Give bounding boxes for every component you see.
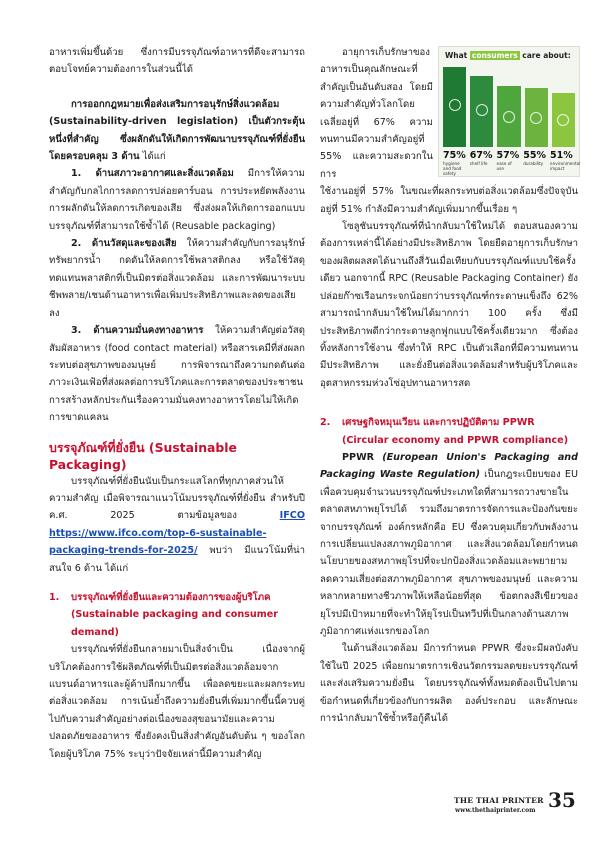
infographic-percent: 75% — [443, 150, 466, 161]
infographic-label: environmental impact — [550, 161, 581, 171]
infographic-value — [497, 151, 520, 176]
consumer-demand-paragraph: บรรจุภัณฑ์ที่ยั่งยืนกลายมาเป็นสิ่งจำเป็น เนื่องจากผู้บริโภคต้องการใช้ผลิตภัณฑ์ที่เป็นมิตรต่อสิ่งแวดล้อมจากแบรนด์อาหารและผู้ค้าปลีกมากขึ้น เพื่อลดขยะและผลกระทบต่อสิ่งแวดล้อม การเน้นย้ำถึงความยั่งยืนที่เพิ่มมากขึ้นนี้ควบคู่ไปกับความสำคัญอย่างต่อเนื่องของสุขอนามัยและความปลอดภัยของอาหาร ซึ่งยังคงเป็นสิ่งสำคัญอันดับต้น ๆ ของโลก โดยผู้บริโภค 75% ระบุว่าปัจจัยเหล่านี้มีความสำคัญ — [49, 644, 305, 760]
item-2-text: ให้ความสำคัญกับการอนุรักษ์ทรัพยากรน้ำ กดดันให้ลดการใช้พลาสติกลง หรือใช้วัสดุทดแทนพลาสติกที่เป็นมิตรต่อสิ่งแวดล้อม และการพัฒนาระบบชีพพลาย/เชนด้านอาหารเพื่อเพิ่มประสิทธิภาพและลดของเสียลง — [49, 238, 305, 319]
subheading-1 — [49, 589, 305, 641]
ease-of-use-icon — [503, 111, 515, 123]
hygiene-icon — [449, 99, 461, 111]
infographic-bar-column — [525, 67, 548, 147]
item-3 — [49, 322, 305, 426]
ifco-link[interactable]: IFCO https://www.ifco.com/top-6-sustainable-packaging-trends-for-2025/ — [49, 510, 305, 557]
rpc-paragraph: โซลูชันบรรจุภัณฑ์ที่นำกลับมาใช้ใหม่ได้ ตอบสนองความต้องการเหล่านี้ได้อย่างมีประสิทธิภาพ โดยยืดอายุการเก็บรักษาของผลิตผลสดได้นานถึงสี่วันเมื่อเทียบกับบรรจุภัณฑ์แบบใช้ครั้งเดียว นอกจากนี้ RPC (Reusable Packaging Container) ยังปล่อยก๊าซเรือนกระจกน้อยกว่าบรรจุภัณฑ์กระดาษแข็งถึง 62% สามารถนำกลับมาใช้ใหม่ได้มากกว่า 100 ครั้ง ซึ่งมีประสิทธิภาพดีกว่ากระดาษลูกฟูกแบบใช้ครั้งเดียวมาก ซึ่งต้องทิ้งหลังการใช้งาน ซึ่งทำให้ RPC เป็นตัวเลือกที่มีความทนทาน มีประสิทธิภาพ และยั่งยืนต่อสิ่งแวดล้อมสำหรับผู้บริโภคและอุตสาหกรรมห่วงโซ่อุปทานอาหารสด — [320, 221, 578, 389]
infographic-bar-column — [552, 67, 575, 147]
trends-text-b: พบว่า มีแนวโน้มที่น่าสนใจ 6 ด้าน ได้แก่ — [49, 545, 305, 574]
infographic-label: ease of use — [496, 161, 512, 171]
legislation-bold: การออกกฎหมายเพื่อส่งเสริมการอนุรักษ์สิ่งแวดล้อม (Sustainability-driven legislation) เป็นตัวกระตุ้นหนึ่งที่สำคัญ ซึ่งผลักดันให้เกิดการพัฒนาบรรจุภัณฑ์ที่ยั่งยืน โดยครอบคลุม 3 ด้าน — [49, 98, 305, 163]
subheading-2 — [320, 414, 578, 449]
item-3-text: ให้ความสำคัญต่อวัสดุสัมผัสอาหาร (food contact material) หรือสารเคมีที่ส่งผลกระทบต่อสุขภาพของมนุษย์ การพิจารณาถึงความกดดันต่อภาวะเงินเฟ้อที่ส่งผลต่อการบริโภคและการตลาดของประชาชน การสร้างหลักประกันเรื่องความมั่นคงทางอาหารโดยไม่ให้เกิดการขาดแคลน — [49, 325, 305, 424]
consumer-infographic — [438, 46, 580, 177]
infographic-value — [443, 151, 466, 176]
item-1-text: มีการให้ความสำคัญกับกลไกการลดการปล่อยคาร์บอน การประหยัดพลังงาน การผลักดันให้ลดการเกิดของเสีย ซึ่งส่งผลให้เกิดการออกแบบบรรจุภัณฑ์ที่สามารถใช้ซ้ำได้ (Reusable packaging) — [49, 168, 305, 232]
environment-icon — [557, 114, 569, 126]
subheading-1-number: 1. — [49, 591, 60, 603]
infographic-bar-column — [497, 67, 520, 147]
item-3-title: 3. ด้านความมั่นคงทางอาหาร — [71, 325, 204, 337]
infographic-percent: 55% — [523, 150, 546, 161]
ppwr-paragraph — [320, 449, 578, 640]
shelf-life-icon — [476, 104, 488, 116]
left-column — [49, 44, 305, 763]
infographic-value — [523, 151, 546, 176]
subheading-2-number: 2. — [320, 417, 331, 429]
legislation-paragraph — [49, 96, 305, 166]
footer-url: www.thethaiprinter.com — [455, 807, 536, 814]
trends-text-a: บรรจุภัณฑ์ที่ยั่งยืนนับเป็นกระแสโลกที่ทุกภาคส่วนให้ความสำคัญ เมื่อพิจารณาแนวโน้มบรรจุภัณฑ์ที่ยั่งยืน สำหรับปี ค.ศ. 2025 ตามข้อมูลของ — [49, 475, 305, 522]
ppwr-bold: PPWR — [342, 451, 375, 463]
ppwr-text: เป็นกฎระเบียบของ EU เพื่อควบคุมจำนวนบรรจุภัณฑ์ประเภทใดที่สามารถวางขายในตลาดสหภาพยุโรปได้ รวมถึงมาตรการจัดการและป้องกันขยะจากบรรจุภัณฑ์ องค์กรหลักคือ EU ซึ่งควบคุมเกี่ยวกับพลังงาน การเปลี่ยนแปลงสภาพภูมิอากาศ และสิ่งแวดล้อมโดยกำหนดนโยบายของสหภาพยุโรปที่จะปกป้องสิ่งแวดล้อมและพยายามลดความเสี่ยงต่อสภาพภูมิอากาศ สุขภาพของมนุษย์ และความหลากหลายทางชีวภาพให้เหลือน้อยที่สุด ข้อตกลงสีเขียวของยุโรปมีเป้าหมายที่จะทำให้ยุโรปเป็นทวีปที่เป็นกลางด้านสภาพภูมิอากาศแห่งแรกของโลก — [320, 469, 578, 637]
infographic-percent: 51% — [550, 150, 573, 161]
trends-paragraph — [49, 473, 305, 577]
infographic-title — [445, 51, 571, 60]
durability-icon — [530, 112, 542, 124]
environment-paragraph: ในด้านสิ่งแวดล้อม มีการกำหนด PPWR ซึ่งจะมีผลบังคับใช้ในปี 2025 เพื่อยกมาตรการเชิงนวัตกรรมลดขยะบรรจุภัณฑ์และส่งเสริมความยั่งยืน โดยบรรจุภัณฑ์ทั้งหมดต้องเป็นไปตามข้อกำหนดที่เกี่ยวข้องกับการผลิต องค์ประกอบ และลักษณะการนำกลับมาใช้ซ้ำหรือกู้คืนได้ — [320, 643, 578, 725]
wrap-paragraph: อายุการเก็บรักษาของอาหารเป็นคุณลักษณะที่สำคัญเป็นอันดับสอง โดยมีความสำคัญทั่วโลกโดยเฉลี่ยอยู่ที่ 67% ความทนทานมีความสำคัญอยู่ที่ 55% และความสะดวกในการ — [320, 47, 433, 180]
paragraph-continued: ใช้งานอยู่ที่ 57% ในขณะที่ผลกระทบต่อสิ่งแวดล้อมซึ่งปัจจุบันอยู่ที่ 51% กำลังมีความสำคัญเพิ่มมากขึ้นเรื่อย ๆ — [320, 186, 578, 215]
infographic-value — [550, 151, 580, 176]
infographic-value — [470, 151, 493, 176]
ppwr-italic: (European Union's Packaging and Packaging Waste Regulation) — [320, 451, 578, 481]
infographic-title-post: care about: — [519, 51, 571, 60]
infographic-bar — [552, 93, 575, 147]
infographic-title-pre: What — [445, 51, 470, 60]
item-1-title: 1. ด้านสภาวะอากาศและสิ่งแวดล้อม — [71, 168, 234, 180]
infographic-percent: 67% — [469, 150, 493, 161]
infographic-bar-column — [443, 67, 466, 147]
item-1 — [49, 165, 305, 235]
infographic-title-highlight: consumers — [471, 51, 518, 60]
infographic-bar — [470, 76, 493, 147]
subheading-2-title: เศรษฐกิจหมุนเวียน และการปฏิบัติตาม PPWR (Circular economy and PPWR compliance) — [342, 417, 569, 446]
infographic-bar — [525, 88, 548, 147]
infographic-bars — [443, 67, 575, 147]
infographic-bar-column — [470, 67, 493, 147]
page-number: 35 — [548, 788, 576, 812]
infographic-bar — [497, 86, 520, 147]
paragraph: อาหารเพิ่มขึ้นด้วย ซึ่งการมีบรรจุภัณฑ์อาหารที่ดีจะสามารถตอบโจทย์ความต้องการในส่วนนี้ได้ — [49, 47, 305, 76]
infographic-bar — [443, 67, 466, 147]
footer-brand: THE THAI PRINTER — [454, 796, 544, 805]
legislation-end: ได้แก่ — [139, 151, 166, 163]
item-2 — [49, 235, 305, 322]
infographic-label: hygiene and food safety — [443, 161, 462, 176]
infographic-percent: 57% — [496, 150, 520, 161]
item-2-title: 2. ด้านวัสดุและของเสีย — [71, 238, 177, 250]
infographic-values — [443, 150, 581, 176]
section-heading: บรรจุภัณฑ์ที่ยั่งยืน (Sustainable Packaging) — [49, 439, 237, 472]
infographic-label: shelf life — [469, 161, 488, 166]
infographic-label: durability — [523, 161, 544, 166]
subheading-1-title: บรรจุภัณฑ์ที่ยั่งยืนและความต้องการของผู้บริโภค (Sustainable packaging and consumer demand) — [71, 591, 278, 638]
